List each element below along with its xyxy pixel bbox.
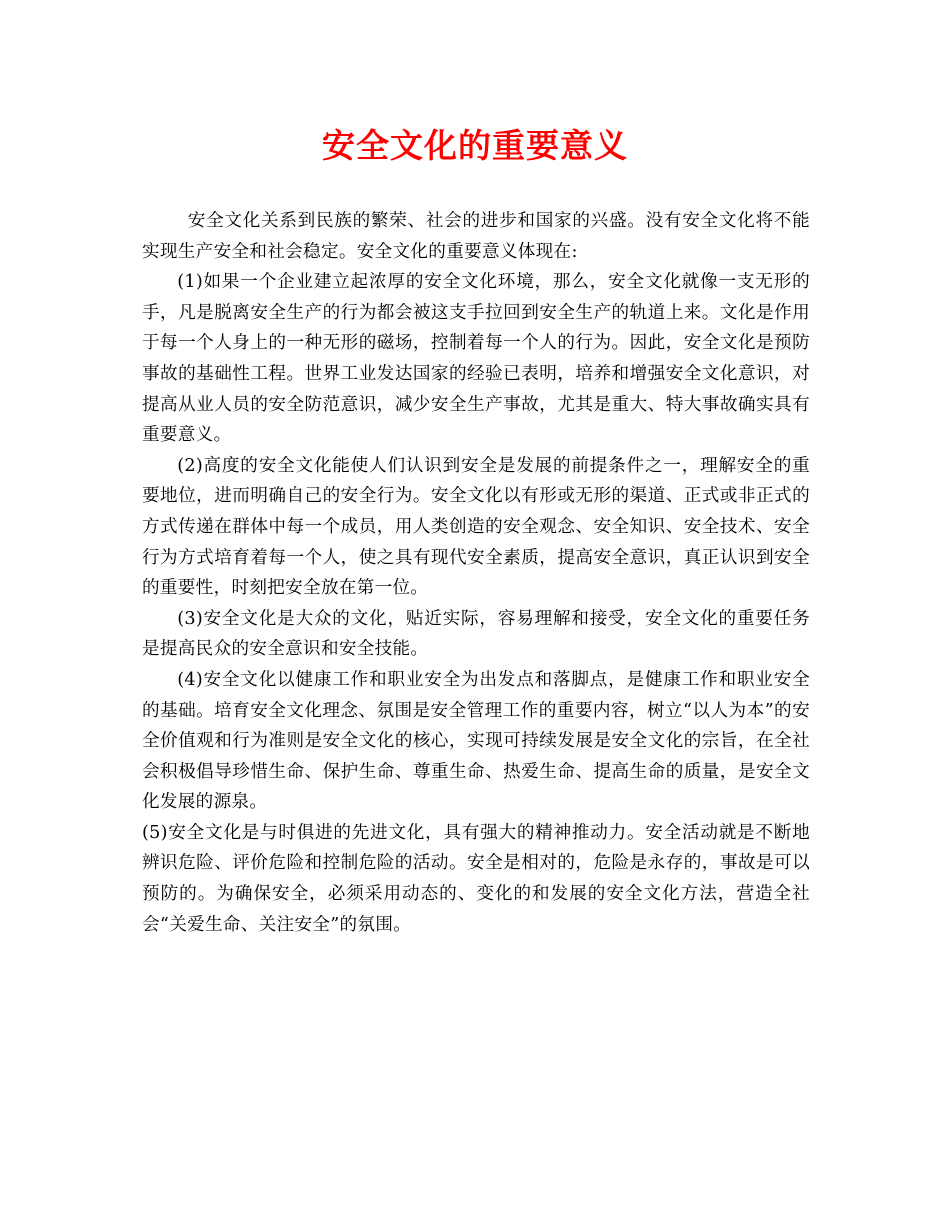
paragraph-point-3: (3)安全文化是大众的文化，贴近实际，容易理解和接受，安全文化的重要任务是提高民众的安全意识和安全技能。 xyxy=(142,608,810,660)
document-title: 安全文化的重要意义 xyxy=(322,126,628,165)
paragraph-point-4: (4)安全文化以健康工作和职业安全为出发点和落脚点，是健康工作和职业安全的基础。培育安全文化理念、氛围是安全管理工作的重要内容，树立“以人为本”的安全价值观和行为准则是安全文化的核心，实现可持续发展是安全文化的宗旨，在全社会积极倡导珍惜生命、保护生命、尊重生命、热爱生命、提高生命的质量，是安全文化发展的源泉。 xyxy=(142,669,810,813)
paragraph-point-1: (1)如果一个企业建立起浓厚的安全文化环境，那么，安全文化就像一支无形的手，凡是脱离安全生产的行为都会被这支手拉回到安全生产的轨道上来。文化是作用于每一个人身上的一种无形的磁场，控制着每一个人的行为。因此，安全文化是预防事故的基础性工程。世界工业发达国家的经验已表明，培养和增强安全文化意识，对提高从业人员的安全防范意识，减少安全生产事故，尤其是重大、特大事故确实具有重要意义。 xyxy=(142,272,810,446)
document-body xyxy=(142,206,810,940)
paragraph-intro: 安全文化关系到民族的繁荣、社会的进步和国家的兴盛。没有安全文化将不能实现生产安全和社会稳定。安全文化的重要意义体现在: xyxy=(142,211,810,262)
paragraph-point-5: (5)安全文化是与时俱进的先进文化，具有强大的精神推动力。安全活动就是不断地辨识危险、评价危险和控制危险的活动。安全是相对的，危险是永存的，事故是可以预防的。为确保安全，必须采用动态的、变化的和发展的安全文化方法，营造全社会“关爱生命、关注安全”的氛围。 xyxy=(142,822,810,935)
paragraph-point-2: (2)高度的安全文化能使人们认识到安全是发展的前提条件之一，理解安全的重要地位，进而明确自己的安全行为。安全文化以有形或无形的渠道、正式或非正式的方式传递在群体中每一个成员，用人类创造的安全观念、安全知识、安全技术、安全行为方式培育着每一个人，使之具有现代安全素质，提高安全意识，真正认识到安全的重要性，时刻把安全放在第一位。 xyxy=(142,455,810,599)
